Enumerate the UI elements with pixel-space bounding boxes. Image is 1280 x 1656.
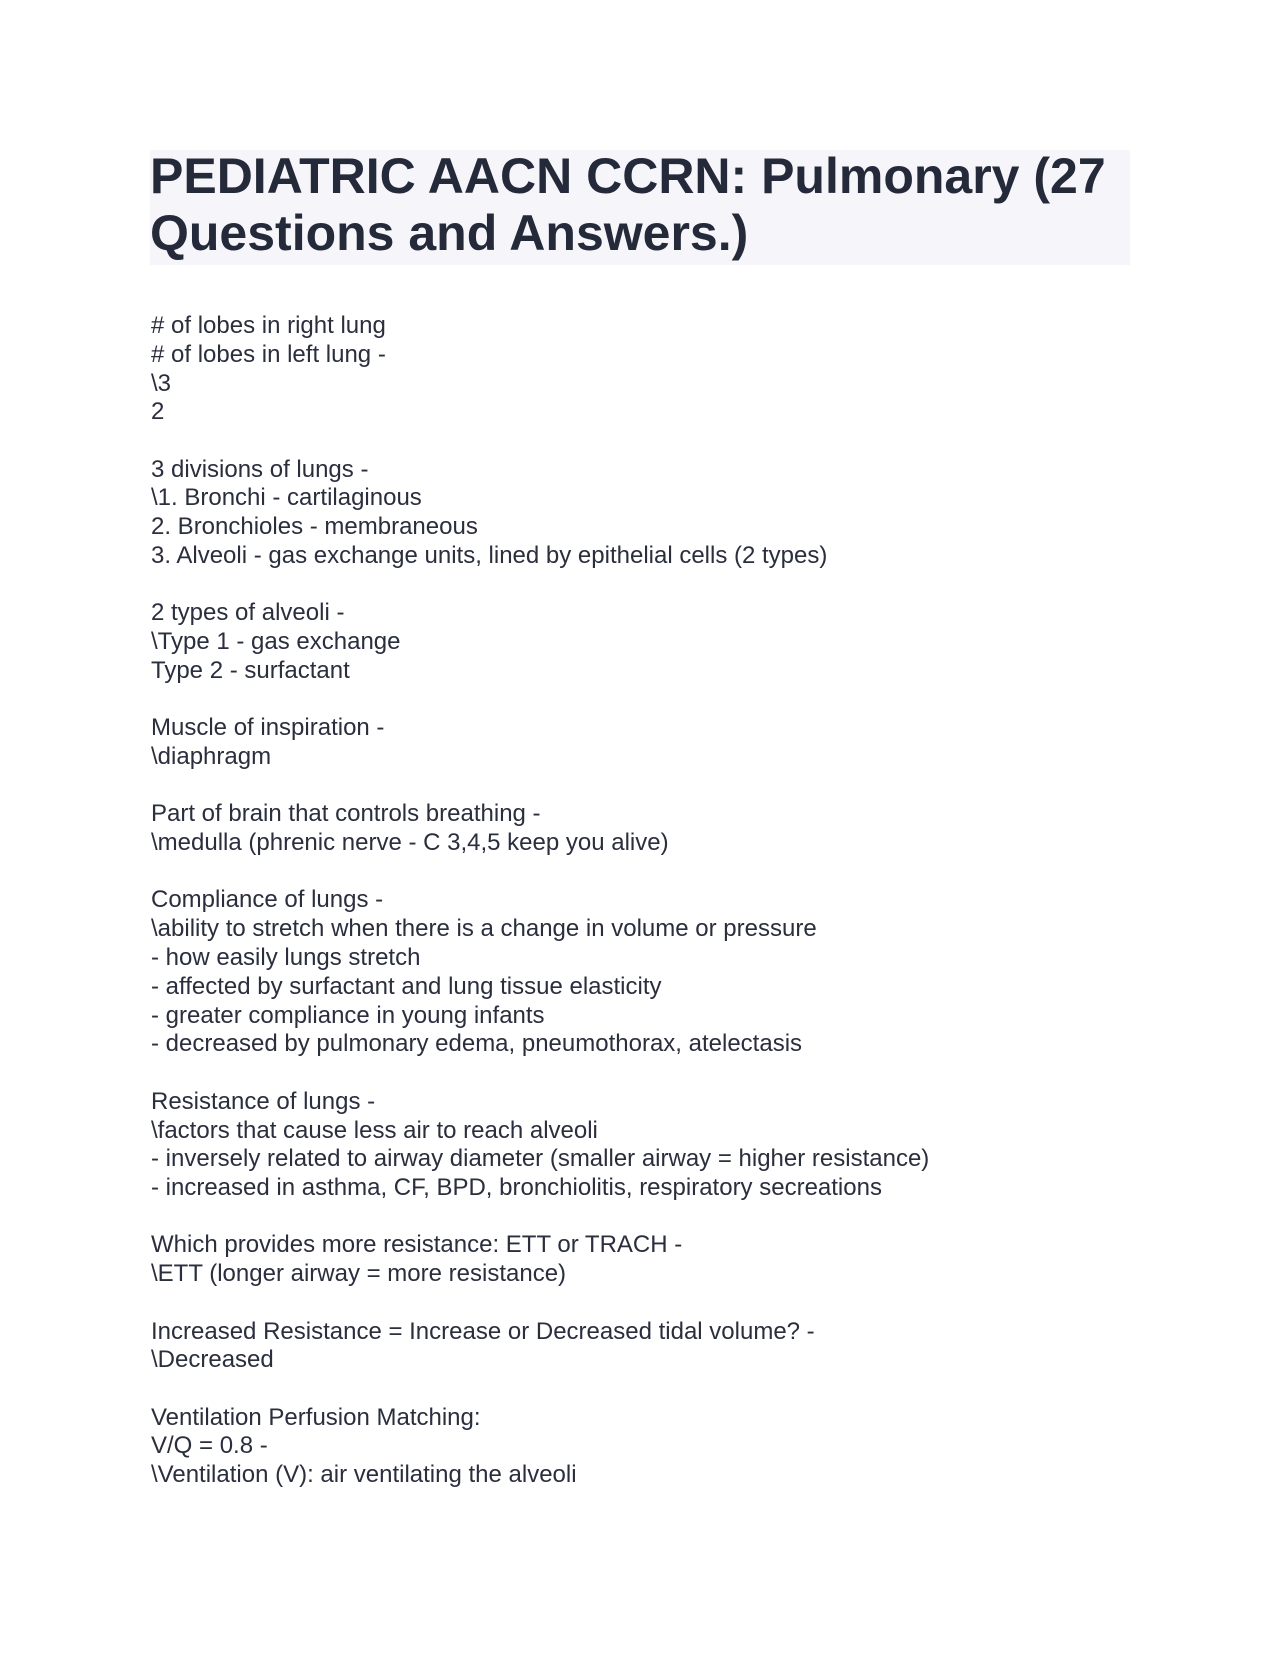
qa-line: \3 bbox=[151, 369, 172, 397]
qa-line: \ability to stretch when there is a change in volume or pressure bbox=[151, 915, 817, 943]
qa-entry bbox=[151, 599, 1151, 685]
qa-line: Type 2 - surfactant bbox=[151, 656, 350, 684]
qa-line: Ventilation Perfusion Matching: bbox=[151, 1403, 481, 1431]
qa-line: \1. Bronchi - cartilaginous bbox=[151, 484, 422, 512]
qa-line: Part of brain that controls breathing - bbox=[151, 800, 541, 828]
qa-line: - greater compliance in young infants bbox=[151, 1001, 545, 1029]
qa-line: V/Q = 0.8 - bbox=[151, 1432, 268, 1460]
qa-line: \ETT (longer airway = more resistance) bbox=[151, 1260, 567, 1288]
qa-line: Increased Resistance = Increase or Decreased tidal volume? - bbox=[151, 1317, 815, 1345]
qa-line: 2 types of alveoli - bbox=[151, 599, 345, 627]
qa-entry bbox=[151, 1231, 1151, 1289]
qa-line: - decreased by pulmonary edema, pneumothorax, atelectasis bbox=[151, 1030, 803, 1058]
qa-line: - how easily lungs stretch bbox=[151, 944, 421, 972]
qa-entry bbox=[151, 312, 1151, 427]
qa-line: \medulla (phrenic nerve - C 3,4,5 keep you alive) bbox=[151, 829, 669, 857]
qa-line: 3 divisions of lungs - bbox=[151, 455, 369, 483]
qa-line: 3. Alveoli - gas exchange units, lined by epithelial cells (2 types) bbox=[151, 542, 828, 570]
qa-line: \Decreased bbox=[151, 1346, 274, 1374]
qa-entry bbox=[151, 1088, 1151, 1203]
qa-line: \factors that cause less air to reach alveoli bbox=[151, 1116, 598, 1144]
qa-line: 2. Bronchioles - membraneous bbox=[151, 513, 478, 541]
qa-entry bbox=[151, 714, 1151, 772]
qa-line: \Type 1 - gas exchange bbox=[151, 628, 401, 656]
qa-line: - inversely related to airway diameter (smaller airway = higher resistance) bbox=[151, 1145, 930, 1173]
qa-entry bbox=[151, 1318, 1151, 1376]
qa-line: 2 bbox=[151, 398, 165, 426]
qa-entry bbox=[151, 800, 1151, 858]
qa-line: # of lobes in left lung - bbox=[151, 340, 386, 368]
qa-entry bbox=[151, 886, 1151, 1059]
qa-line: - affected by surfactant and lung tissue elasticity bbox=[151, 972, 662, 1000]
qa-entry bbox=[151, 1404, 1151, 1490]
qa-line: \Ventilation (V): air ventilating the alveoli bbox=[151, 1461, 577, 1489]
qa-entry bbox=[151, 456, 1151, 571]
qa-line: Which provides more resistance: ETT or TRACH - bbox=[151, 1231, 683, 1259]
document-title: PEDIATRIC AACN CCRN: Pulmonary (27 Questions and Answers.) bbox=[150, 148, 1106, 261]
qa-line: Resistance of lungs - bbox=[151, 1087, 376, 1115]
qa-line: - increased in asthma, CF, BPD, bronchiolitis, respiratory secreations bbox=[151, 1174, 882, 1202]
qa-line: Compliance of lungs - bbox=[151, 886, 384, 914]
qa-line: # of lobes in right lung bbox=[151, 312, 386, 339]
qa-line: \diaphragm bbox=[151, 743, 272, 771]
qa-line: Muscle of inspiration - bbox=[151, 714, 385, 742]
qa-content bbox=[151, 312, 1151, 1519]
